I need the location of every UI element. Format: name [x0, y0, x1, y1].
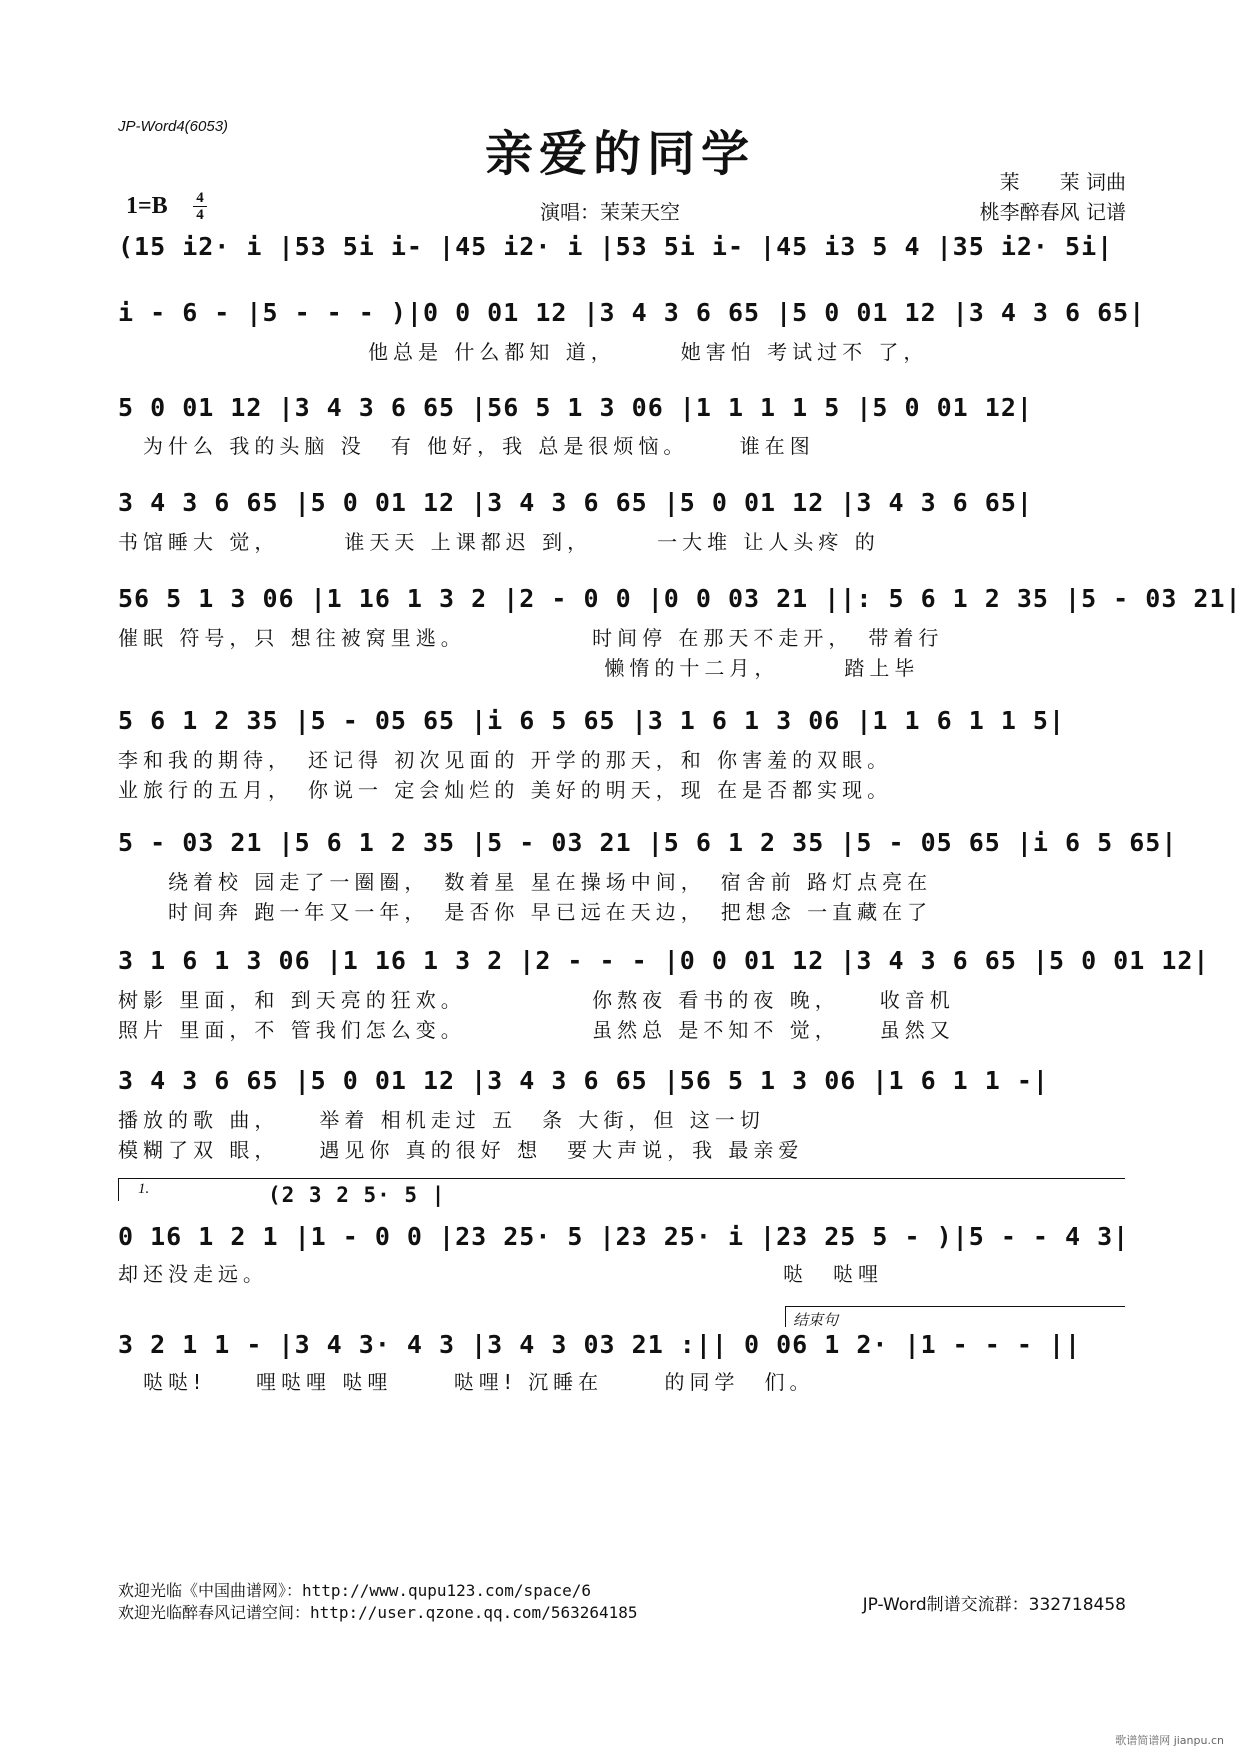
- lyric-line-7-verse-1: 绕着校 园走了一圈圈， 数着星 星在操场中间， 宿舍前 路灯点亮在: [118, 870, 933, 894]
- lyric-line-5-verse-1: 催眠 符号，只 想往被窝里逃。 时间停 在那天不走开， 带着行: [118, 626, 944, 650]
- time-signature: [193, 190, 207, 223]
- coda-bracket: [785, 1306, 1125, 1329]
- lyric-line-9-verse-2: 模糊了双 眼， 遇见你 真的很好 想 要大声说，我 最亲爱: [118, 1138, 804, 1162]
- lyric-line-6-verse-1: 李和我的期待， 还记得 初次见面的 开学的那天，和 你害羞的双眼。: [118, 748, 893, 772]
- lyric-line-8-verse-1: 树影 里面，和 到天亮的狂欢。 你熬夜 看书的夜 晚， 收音机: [118, 988, 955, 1012]
- lyricist-composer-credit: 茉 茉 词曲: [999, 170, 1126, 194]
- lyric-line-5-verse-2: 懒惰的十二月， 踏上毕: [118, 656, 920, 680]
- score-line-2: i - 6 - |5 - - - )|0 0 01 12 |3 4 3 6 65 |5 0 01 12 |3 4 3 6 65|: [118, 298, 1146, 327]
- software-label: JP-Word4(6053): [118, 118, 229, 135]
- coda-label: 结束句: [793, 1311, 839, 1329]
- score-line-5: 56 5 1 3 06 |1 16 1 3 2 |2 - 0 0 |0 0 03 21 ||: 5 6 1 2 35 |5 - 03 21|: [118, 584, 1242, 613]
- score-line-3: 5 0 01 12 |3 4 3 6 65 |56 5 1 3 06 |1 1 1 1 5 |5 0 01 12|: [118, 393, 1033, 422]
- score-line-8: 3 1 6 1 3 06 |1 16 1 3 2 |2 - - - |0 0 01 12 |3 4 3 6 65 |5 0 01 12|: [118, 946, 1210, 975]
- score-line-11: 3 2 1 1 - |3 4 3· 4 3 |3 4 3 03 21 :|| 0 06 1 2· |1 - - - ||: [118, 1330, 1082, 1359]
- lyric-line-10-verse-1: 却还没走远。 哒 哒哩: [118, 1262, 883, 1286]
- score-line-4: 3 4 3 6 65 |5 0 01 12 |3 4 3 6 65 |5 0 01 12 |3 4 3 6 65|: [118, 488, 1033, 517]
- lyric-line-3-verse-1: 为什么 我的头脑 没 有 他好，我 总是很烦恼。 谁在图: [118, 434, 815, 458]
- transcriber-credit: 桃李醉春风 记谱: [979, 200, 1126, 224]
- lyric-line-7-verse-2: 时间奔 跑一年又一年， 是否你 早已远在天边， 把想念 一直藏在了: [118, 900, 933, 924]
- time-numerator: 4: [196, 190, 204, 206]
- lyric-line-11-verse-1: 哒哒! 哩哒哩 哒哩 哒哩! 沉睡在 的同学 们。: [118, 1370, 815, 1394]
- score-line-9: 3 4 3 6 65 |5 0 01 12 |3 4 3 6 65 |56 5 1 3 06 |1 6 1 1 -|: [118, 1066, 1049, 1095]
- lyric-line-4-verse-1: 书馆睡大 觉， 谁天天 上课都迟 到， 一大堆 让人头疼 的: [118, 530, 880, 554]
- watermark: 歌谱简谱网 jianpu.cn: [1115, 1734, 1224, 1747]
- lyric-line-6-verse-2: 业旅行的五月， 你说一 定会灿烂的 美好的明天，现 在是否都实现。: [118, 778, 893, 802]
- song-title: 亲爱的同学: [484, 126, 755, 182]
- score-line-1: (15 i2· i |53 5i i- |45 i2· i |53 5i i- |45 i3 5 4 |35 i2· 5i|: [118, 232, 1114, 261]
- score-line-10: 0 16 1 2 1 |1 - 0 0 |23 25· 5 |23 25· i |23 25 5 - )|5 - - 4 3|: [118, 1222, 1130, 1251]
- singer-credit: 演唱：茉茉天空: [540, 200, 680, 224]
- footer-link-1: 欢迎光临《中国曲谱网》：http://www.qupu123.com/space/6: [118, 1581, 591, 1600]
- first-ending-label: 1.: [138, 1181, 150, 1197]
- footer-link-2: 欢迎光临醉春风记谱空间：http://user.qzone.qq.com/563264185: [118, 1603, 638, 1622]
- lyric-line-8-verse-2: 照片 里面，不 管我们怎么变。 虽然总 是不知不 觉， 虽然又: [118, 1018, 955, 1042]
- score-line-7: 5 - 03 21 |5 6 1 2 35 |5 - 03 21 |5 6 1 2 35 |5 - 05 65 |i 6 5 65|: [118, 828, 1178, 857]
- key-signature: 1=B: [126, 193, 168, 219]
- lyric-line-2-verse-1: 他总是 什么都知 道， 她害怕 考试过不 了，: [118, 340, 929, 364]
- lyric-line-9-verse-1: 播放的歌 曲， 举着 相机走过 五 条 大街，但 这一切: [118, 1108, 765, 1132]
- time-denominator: 4: [196, 207, 204, 223]
- score-line-6: 5 6 1 2 35 |5 - 05 65 |i 6 5 65 |3 1 6 1 3 06 |1 1 6 1 1 5|: [118, 706, 1066, 735]
- cue-notes: (2 3 2 5· 5 |: [268, 1183, 446, 1207]
- footer-group-number: JP-Word制谱交流群：332718458: [862, 1595, 1126, 1615]
